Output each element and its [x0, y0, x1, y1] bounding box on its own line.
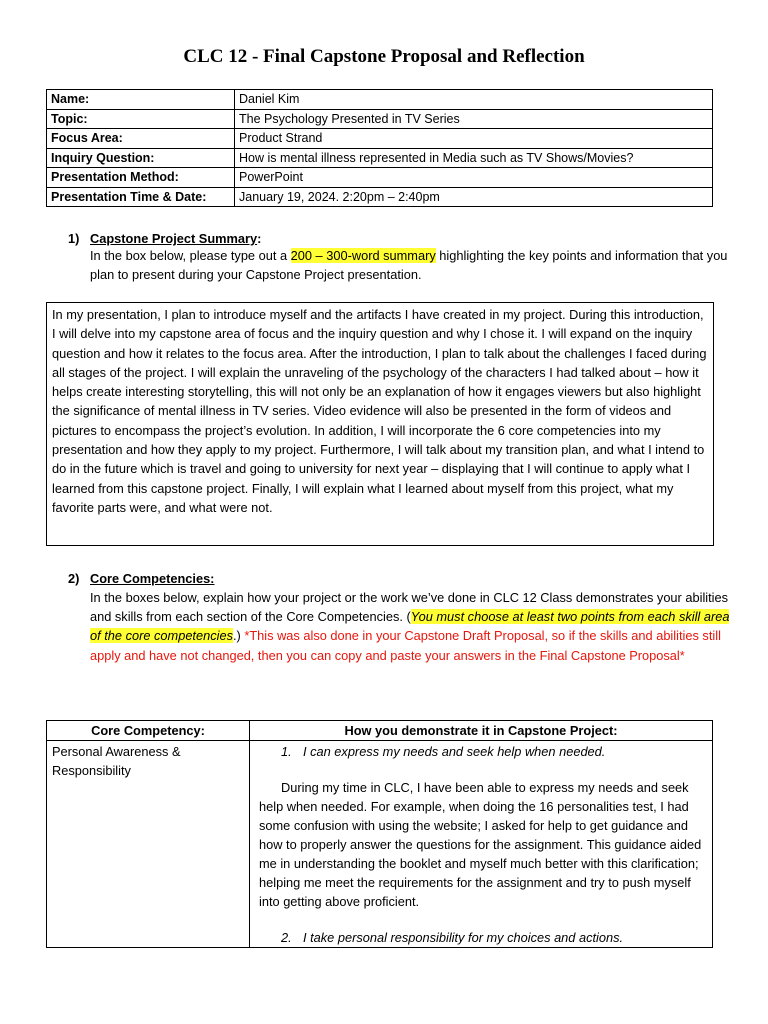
- header-core-competency: Core Competency:: [47, 721, 250, 741]
- info-row: [47, 187, 713, 207]
- info-row: [47, 148, 713, 168]
- info-row: [47, 90, 713, 110]
- student-info-table: [46, 89, 713, 207]
- section-2-heading: [68, 569, 214, 588]
- header-demonstration: How you demonstrate it in Capstone Project:: [250, 721, 713, 741]
- core-competency-table: [46, 720, 713, 948]
- document-title: CLC 12 - Final Capstone Proposal and Reflection: [183, 46, 585, 67]
- demonstration-paragraph: During my time in CLC, I have been able to express my needs and seek help when needed. For example, when doing the 16 personalities test, I had some confusion with using the website; I asked for help to get guidance and how to properly answer the questions for the assignment. This guidance aided me in understanding the booklet and myself much better with this clarification; helping me meet the requirements for the assignment and try to push myself into getting above proficient.: [259, 780, 702, 909]
- info-row: [47, 109, 713, 129]
- point-2: 2. I take personal responsibility for my choices and actions.: [281, 930, 624, 945]
- info-value: The Psychology Presented in TV Series: [235, 109, 713, 129]
- section-2-instructions: In the boxes below, explain how your project or the work we’ve done in CLC 12 Class demonstrates your abilities and skills from each section of the Core Competencies. (You must choose at least two points from each skill area of the core competencies.) *This was also done in your Capstone Draft Proposal, so if the skills and abilities still apply and have not changed, then you can copy and paste your answers in the Final Capstone Proposal*: [90, 590, 730, 663]
- section-number: 2): [68, 571, 80, 586]
- info-value: How is mental illness represented in Media such as TV Shows/Movies?: [235, 148, 713, 168]
- competency-name: Personal Awareness & Responsibility: [47, 741, 250, 948]
- info-value: Daniel Kim: [235, 90, 713, 110]
- section-title: Core Competencies:: [90, 571, 215, 586]
- info-label: Focus Area:: [47, 129, 235, 149]
- copy-paste-note: *This was also done in your Capstone Draft Proposal, so if the skills and abilities still apply and have not changed, then you can copy and paste your answers in the Final Capstone Proposal*: [90, 628, 721, 663]
- info-row: [47, 168, 713, 188]
- info-value: January 19, 2024. 2:20pm – 2:40pm: [235, 187, 713, 207]
- info-label: Presentation Method:: [47, 168, 235, 188]
- info-value: PowerPoint: [235, 168, 713, 188]
- summary-box: In my presentation, I plan to introduce myself and the artifacts I have created in my project. During this introduction, I will delve into my capstone area of focus and the inquiry question and why I chose it. I will expand on the inquiry question and how it relates to the focus area. After the introduction, I plan to talk about the challenges I faced during all stages of the project. I will explain the unraveling of the psychology of the characters I had talked about – how it helps create interesting storytelling, this will not only be an explanation of how it engages viewers but also highlight the significance of mental illness in TV series. Video evidence will also be presented in the form of videos and pictures to encompass the project’s evolution. In addition, I will incorporate the 6 core competencies into my presentation and how they apply to my project. Furthermore, I will talk about my transition plan, and what I intend to do in the future which is travel and going to university for next year – displaying that I will continue to apply what I learned from this capstone project. Finally, I will explain what I learned about myself from this project, what my favorite parts were, and what were not.: [46, 302, 714, 546]
- requirement-highlight: You must choose at least two points from each skill area of the core competencies: [90, 609, 730, 644]
- section-title: Capstone Project Summary: [90, 231, 258, 246]
- section-1-instructions: In the box below, please type out a 200 – 300-word summary highlighting the key points and information that you plan to present during your Capstone Project presentation.: [90, 248, 728, 283]
- section-number: 1): [68, 231, 80, 246]
- point-1: 1. I can express my needs and seek help when needed.: [281, 744, 606, 759]
- competency-demonstration: [250, 741, 713, 948]
- info-label: Inquiry Question:: [47, 148, 235, 168]
- info-value: Product Strand: [235, 129, 713, 149]
- info-label: Topic:: [47, 109, 235, 129]
- word-count-highlight: 200 – 300-word summary: [290, 248, 436, 263]
- info-label: Presentation Time & Date:: [47, 187, 235, 207]
- info-label: Name:: [47, 90, 235, 110]
- section-1-heading: 1) Capstone Project Summary:: [68, 231, 262, 246]
- info-row: [47, 129, 713, 149]
